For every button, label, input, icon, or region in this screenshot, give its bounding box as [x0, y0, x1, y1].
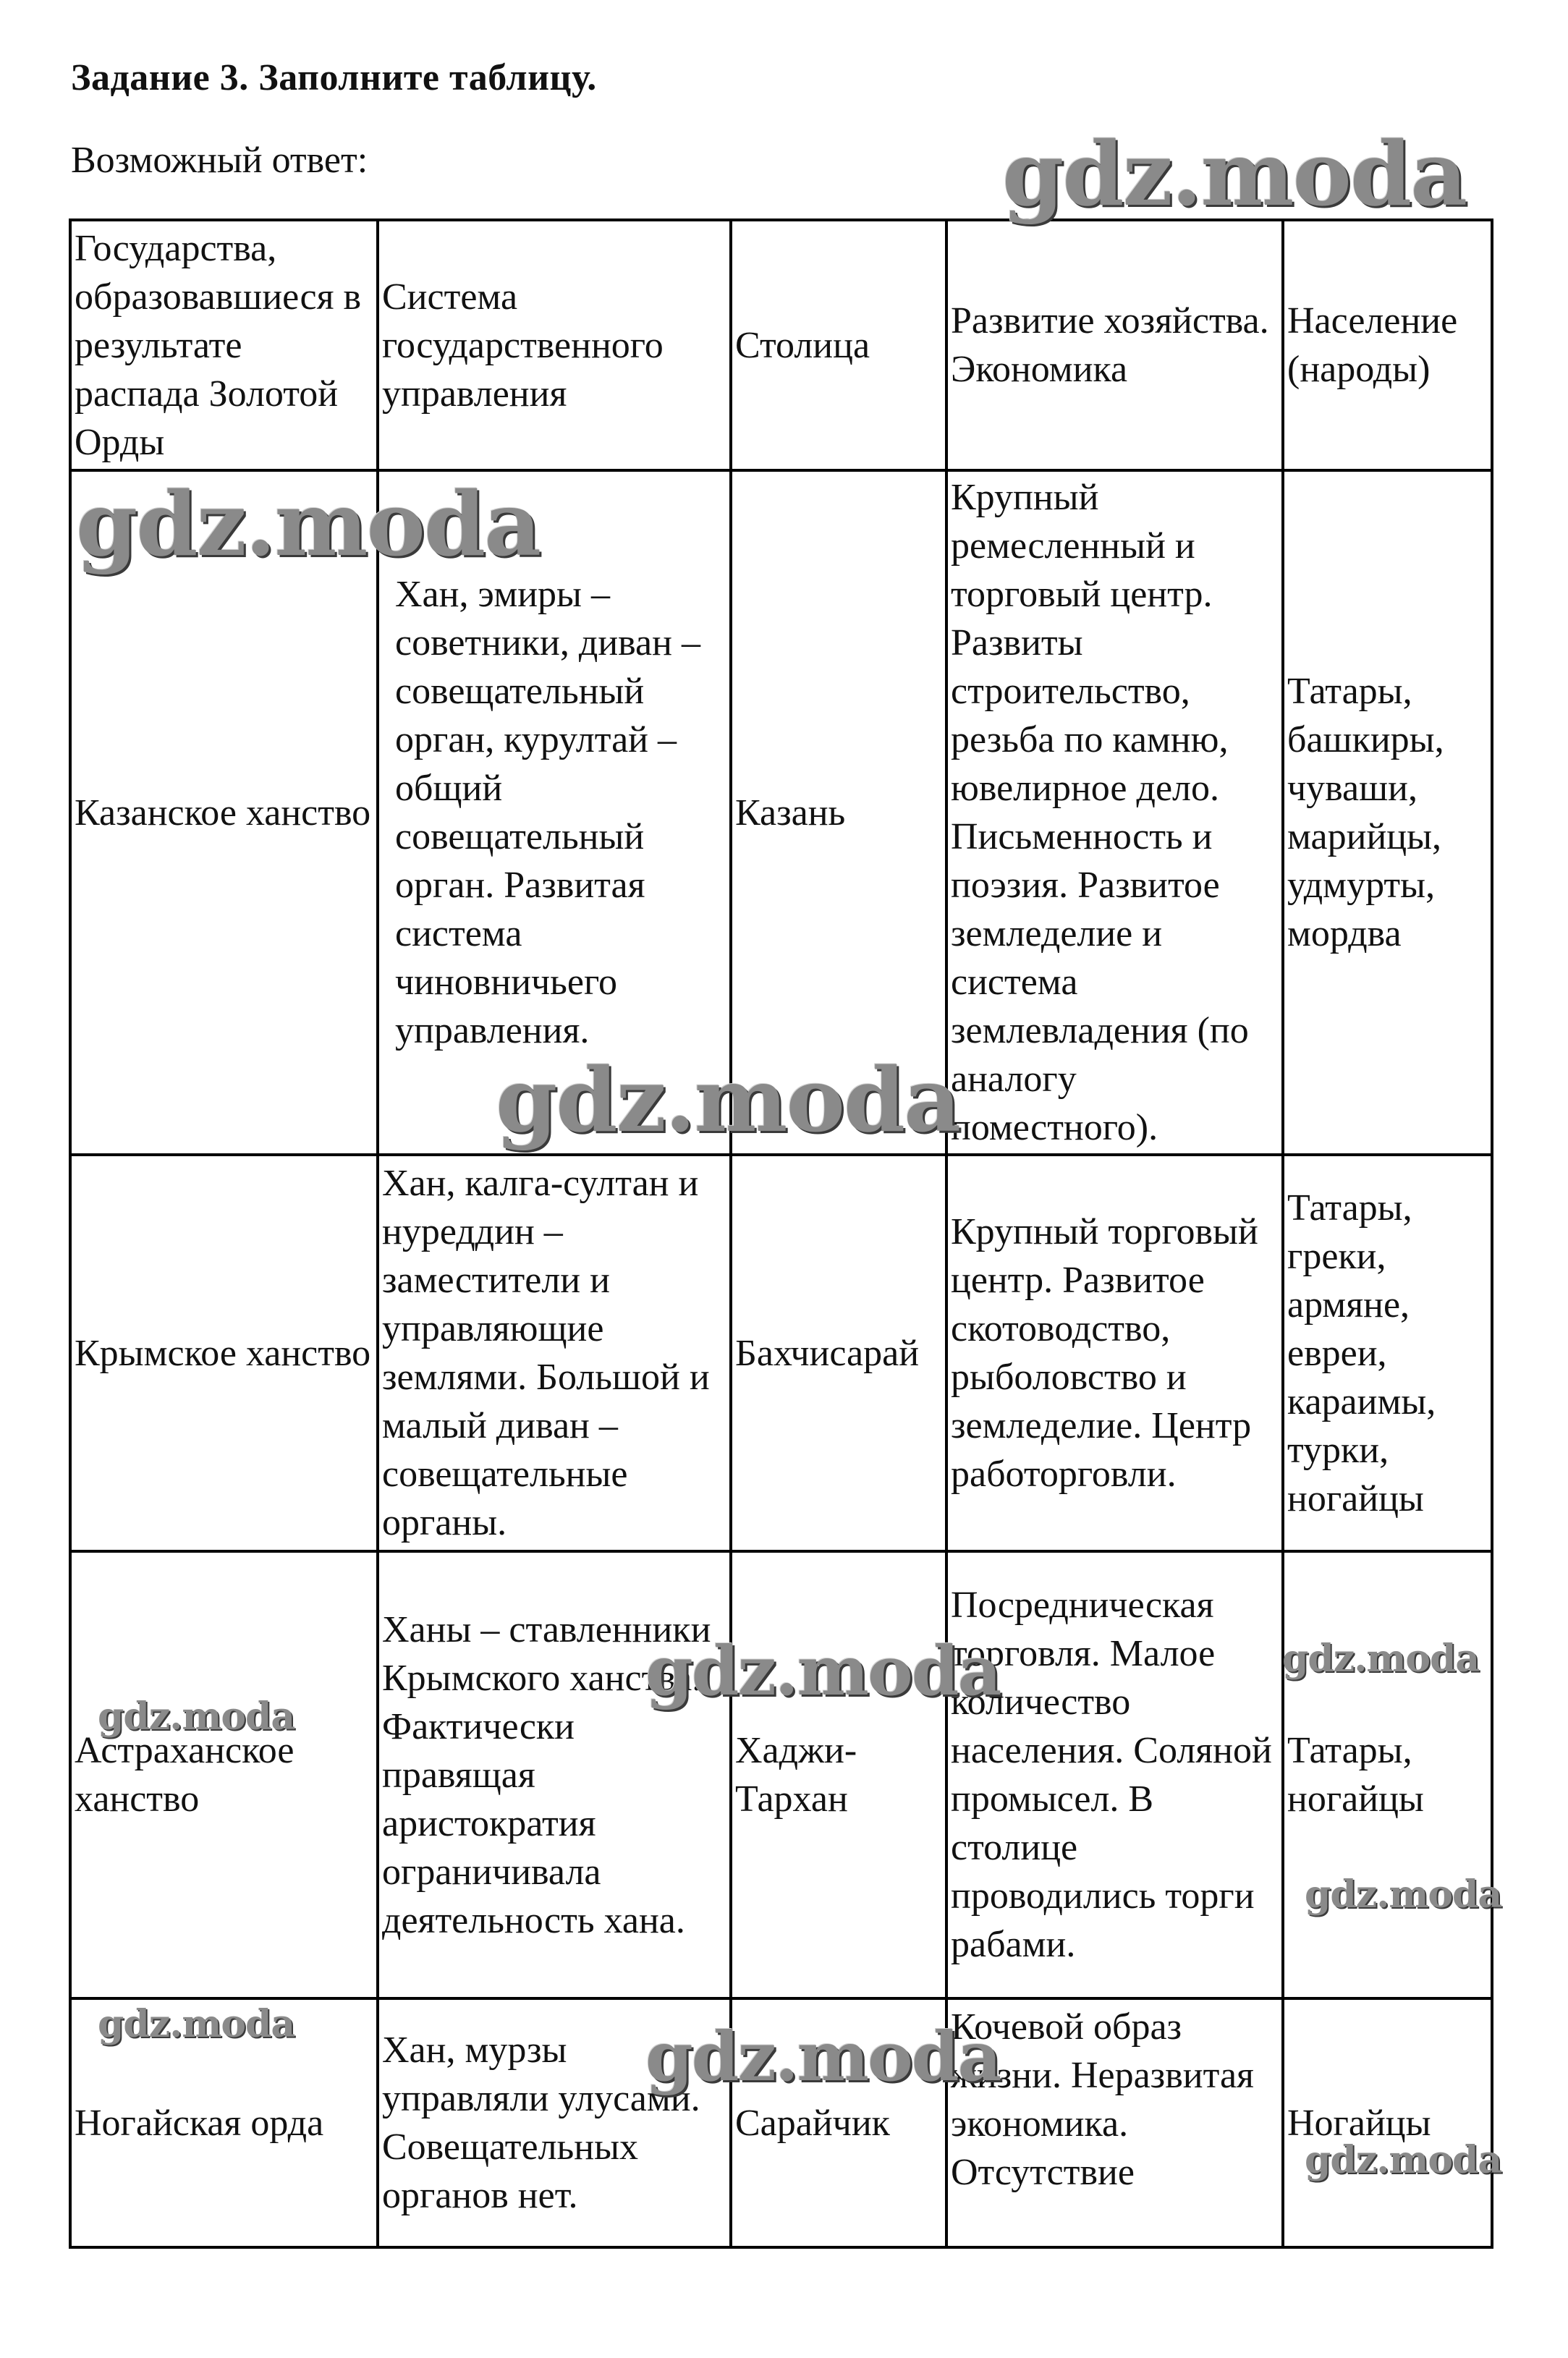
watermark-logo: gdz.moda [645, 2017, 1001, 2097]
watermark-logo: gdz.moda [76, 472, 541, 576]
state-cell: Ногайская орда [70, 1998, 378, 2247]
capital-cell: Бахчисарай [731, 1155, 946, 1551]
watermark-logo: gdz.moda [645, 1632, 1001, 1711]
state-cell: Казанское ханство [70, 470, 378, 1155]
population-cell: Ногайцы [1283, 1998, 1492, 2247]
population-cell: Татары, греки, армяне, евреи, караимы, турки, ногайцы [1283, 1155, 1492, 1551]
government-cell: Хан, эмиры – советники, диван – совещательный орган, курултай – общий совещательный орган. Развитая система чиновничьего управления. [378, 470, 731, 1155]
table-row [70, 1551, 1492, 1998]
watermark-logo: gdz.moda [1305, 1873, 1502, 1917]
answer-label: Возможный ответ: [71, 140, 368, 181]
capital-cell: Казань [731, 470, 946, 1155]
population-cell: Татары, башкиры, чуваши, марийцы, удмурты, мордва [1283, 470, 1492, 1155]
header-cell: Развитие хозяйства. Экономика [946, 220, 1283, 470]
government-cell: Хан, мурзы управляли улусами. Совещательных органов нет. [378, 1998, 731, 2247]
state-cell: Астраханское ханство [70, 1551, 378, 1998]
population-cell: Татары, ногайцы [1283, 1551, 1492, 1998]
capital-cell: Хаджи-Тархан [731, 1551, 946, 1998]
watermark-logo: gdz.moda [1002, 122, 1467, 226]
economy-cell: Крупный ремесленный и торговый центр. Развиты строительство, резьба по камню, ювелирное дело. Письменность и поэзия. Развитое земледелие и система землевладения (по аналогу поместного). [946, 470, 1283, 1155]
government-cell: Ханы – ставленники Крымского ханства. Фактически правящая аристократия ограничивала деятельность хана. [378, 1551, 731, 1998]
watermark-logo: gdz.moda [98, 1695, 295, 1739]
task-title: Задание 3. Заполните таблицу. [71, 57, 597, 98]
table-row [70, 1155, 1492, 1551]
watermark-logo: gdz.moda [1282, 1637, 1480, 1681]
header-cell: Столица [731, 220, 946, 470]
watermark-logo: gdz.moda [1305, 2138, 1502, 2182]
header-cell: Государства, образовавшиеся в результате распада Золотой Орды [70, 220, 378, 470]
economy-cell: Кочевой образ жизни. Неразвитая экономика. Отсутствие [946, 1998, 1283, 2247]
watermark-logo: gdz.moda [496, 1048, 960, 1152]
watermark-logo: gdz.moda [98, 2002, 295, 2046]
economy-cell: Крупный торговый центр. Развитое скотоводство, рыболовство и земледелие. Центр работорговли. [946, 1155, 1283, 1551]
economy-cell: Посредническая торговля. Малое количество населения. Соляной промысел. В столице проводились торги рабами. [946, 1551, 1283, 1998]
government-cell: Хан, калга-султан и нуреддин – заместители и управляющие землями. Большой и малый диван – совещательные органы. [378, 1155, 731, 1551]
state-cell: Крымское ханство [70, 1155, 378, 1551]
table-header-row [70, 220, 1492, 470]
header-cell: Население (народы) [1283, 220, 1492, 470]
header-cell: Система государственного управления [378, 220, 731, 470]
capital-cell: Сарайчик [731, 1998, 946, 2247]
